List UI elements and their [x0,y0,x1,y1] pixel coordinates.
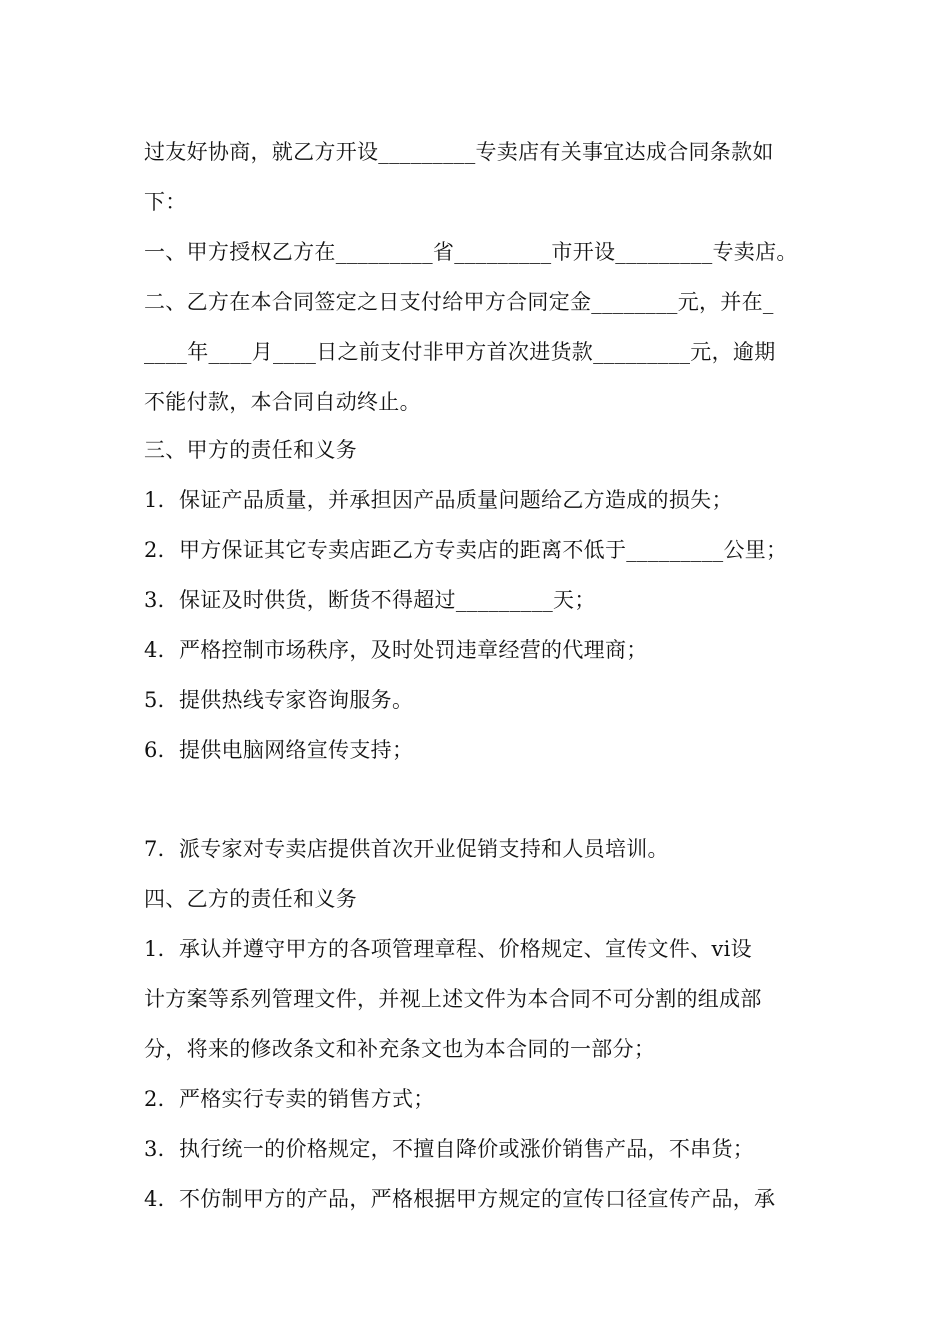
list-item: 2．严格实行专卖的销售方式； [144,1087,435,1111]
text-line: 下： [144,190,187,214]
text-line: 分，将来的修改条文和补充条文也为本合同的一部分； [144,1037,656,1061]
text-line: 二、乙方在本合同签定之日支付给甲方合同定金________元，并在_ [144,290,774,314]
list-item: 1．保证产品质量，并承担因产品质量问题给乙方造成的损失； [144,488,733,512]
text-line: ____年____月____日之前支付非甲方首次进货款_________元，逾期 [144,340,776,364]
list-item: 2．甲方保证其它专卖店距乙方专卖店的距离不低于_________公里； [144,538,788,562]
list-item: 3．保证及时供货，断货不得超过_________天； [144,588,596,612]
section-heading: 四、乙方的责任和义务 [144,887,357,911]
text-line: 一、甲方授权乙方在_________省_________市开设_________专卖店。 [144,240,798,264]
list-item: 5．提供热线专家咨询服务。 [144,688,414,712]
list-item: 4．不仿制甲方的产品，严格根据甲方规定的宣传口径宣传产品，承 [144,1187,776,1211]
text-line: 过友好协商，就乙方开设_________专卖店有关事宜达成合同条款如 [144,140,774,164]
list-item: 7．派专家对专卖店提供首次开业促销支持和人员培训。 [144,837,669,861]
list-item: 3．执行统一的价格规定，不擅自降价或涨价销售产品，不串货； [144,1137,755,1161]
section-heading: 三、甲方的责任和义务 [144,438,357,462]
text-line: 计方案等系列管理文件，并视上述文件为本合同不可分割的组成部 [144,987,762,1011]
list-item: 4．严格控制市场秩序，及时处罚违章经营的代理商； [144,638,648,662]
text-line: 不能付款，本合同自动终止。 [144,390,421,414]
list-item: 1．承认并遵守甲方的各项管理章程、价格规定、宣传文件、vi设 [144,937,752,961]
list-item: 6．提供电脑网络宣传支持； [144,738,414,762]
